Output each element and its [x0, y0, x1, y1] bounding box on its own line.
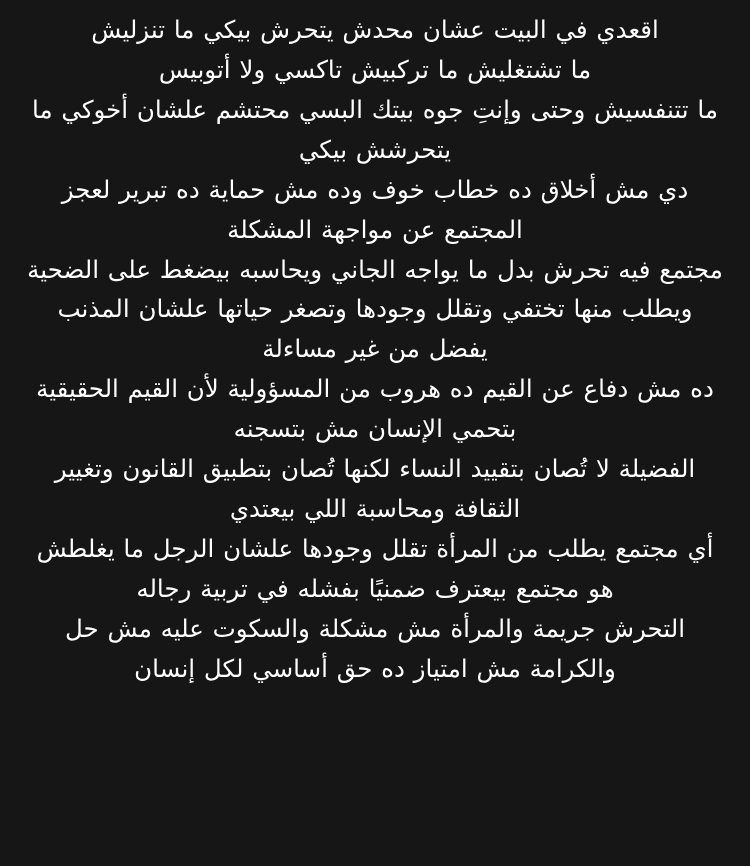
paragraph: التحرش جريمة والمرأة مش مشكلة والسكوت عليه مش حل والكرامة مش امتياز ده حق أساسي لكل إنسان: [56, 613, 686, 683]
paragraph: أي مجتمع يطلب من المرأة تقلل وجودها علشان الرجل ما يغلطش هو مجتمع بيعترف ضمنيًا بفشله في تربية رجاله: [27, 533, 714, 603]
document-text-body: [18, 10, 726, 689]
paragraph: الفضيلة لا تُصان بتقييد النساء لكنها تُصان بتطبيق القانون وتغيير الثقافة ومحاسبة اللي بيعتدي: [45, 454, 696, 524]
paragraph: ده مش دفاع عن القيم ده هروب من المسؤولية لأن القيم الحقيقية بتحمي الإنسان مش بتسجنه: [27, 374, 714, 444]
paragraph: ما تشتغليش ما تركبيش تاكسي ولا أتوبيس: [158, 54, 592, 84]
paragraph: دي مش أخلاق ده خطاب خوف وده مش حماية ده تبرير لعجز المجتمع عن مواجهة المشكلة: [52, 174, 689, 244]
paragraph: ما تتنفسيش وحتى وإنتِ جوه بيتك البسي محتشم علشان أخوكي ما يتحرشش بيكي: [23, 94, 718, 164]
paragraph: مجتمع فيه تحرش بدل ما يواجه الجاني ويحاسبه بيضغط على الضحية ويطلب منها تختفي وتقلل وجودها وتصغر حياتها علشان المذنب يفضل من غير مساءلة: [18, 254, 723, 364]
paragraph: اقعدي في البيت عشان محدش يتحرش بيكي ما تنزليش: [91, 15, 659, 44]
